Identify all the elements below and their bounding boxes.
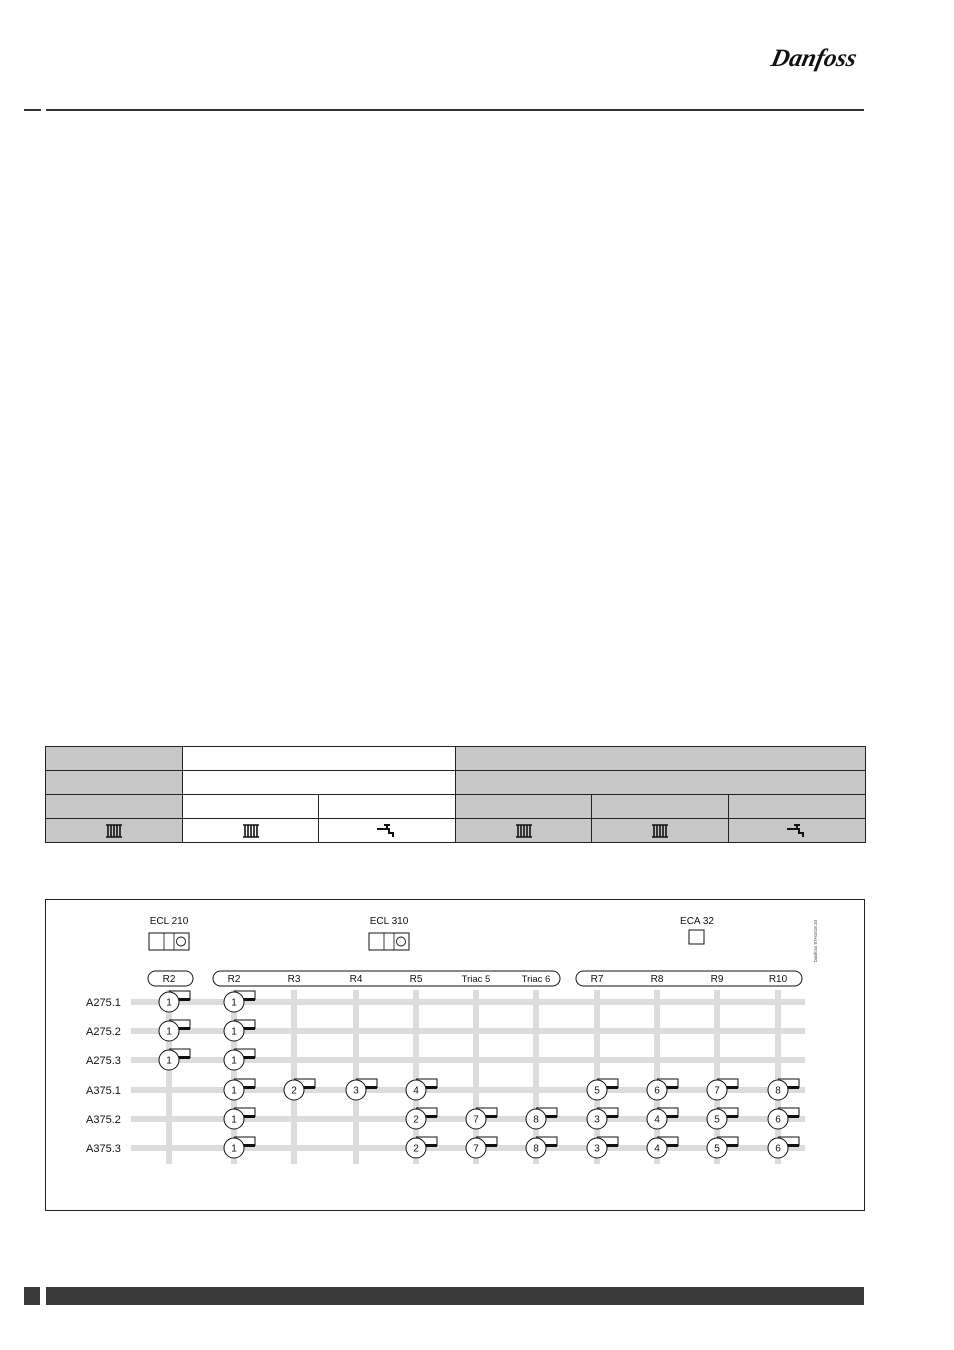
table-cell <box>456 747 866 771</box>
table-cell <box>183 819 319 843</box>
column-label: R5 <box>409 974 423 985</box>
relay-diagram <box>45 899 865 1211</box>
key-number: 1 <box>166 1026 172 1038</box>
key-number: 2 <box>413 1143 419 1155</box>
relay-diagram-svg <box>46 900 864 1210</box>
column-label: R9 <box>710 974 724 985</box>
table-row <box>46 795 866 819</box>
key-number: 8 <box>533 1143 539 1155</box>
key-number: 4 <box>413 1085 419 1097</box>
column-label: R2 <box>227 974 241 985</box>
table-cell <box>46 819 183 843</box>
key-number: 7 <box>714 1085 720 1097</box>
footer-page-block <box>24 1287 40 1305</box>
table-row-icons <box>46 819 866 843</box>
key-number: 8 <box>775 1085 781 1097</box>
table-cell <box>183 795 319 819</box>
eca32-icon <box>689 930 704 944</box>
row-label: A375.1 <box>86 1085 121 1097</box>
key-number: 1 <box>166 997 172 1009</box>
table-cell <box>729 819 866 843</box>
key-number: 1 <box>231 1026 237 1038</box>
ecl210-icon <box>149 933 189 950</box>
table-row <box>46 771 866 795</box>
table-cell <box>46 795 183 819</box>
table-cell <box>183 747 456 771</box>
column-label: R10 <box>768 974 788 985</box>
key-number: 7 <box>473 1114 479 1126</box>
key-number: 5 <box>594 1085 600 1097</box>
column-label: R4 <box>349 974 363 985</box>
key-number: 2 <box>291 1085 297 1097</box>
radiator-icon <box>651 824 669 838</box>
controller-label-ecl310: ECL 310 <box>369 916 409 927</box>
header-rule-short <box>24 109 41 111</box>
table-cell <box>592 795 729 819</box>
key-number: 6 <box>775 1114 781 1126</box>
header-rule <box>46 109 864 111</box>
key-number: 5 <box>714 1143 720 1155</box>
logo-wordmark: Danfoss <box>768 44 860 72</box>
column-label: R2 <box>162 974 176 985</box>
side-note: Danfoss 87H1618.10 <box>813 920 818 963</box>
tap-icon <box>375 824 399 838</box>
table-cell <box>592 819 729 843</box>
column-bar <box>291 990 297 1164</box>
controller-label-ecl210: ECL 210 <box>149 916 189 927</box>
table-cell <box>729 795 866 819</box>
radiator-icon <box>105 824 123 838</box>
table-cell <box>319 795 456 819</box>
table-cell <box>46 771 183 795</box>
ecl310-icon <box>369 933 409 950</box>
column-bar <box>353 990 359 1164</box>
key-number: 2 <box>413 1114 419 1126</box>
column-label: Triac 6 <box>521 974 551 985</box>
table-cell <box>456 795 592 819</box>
application-table <box>45 746 866 843</box>
key-number: 1 <box>166 1055 172 1067</box>
controller-label-eca32: ECA 32 <box>680 916 714 927</box>
row-label: A275.1 <box>86 997 121 1009</box>
key-number: 3 <box>353 1085 359 1097</box>
key-number: 6 <box>654 1085 660 1097</box>
key-number: 3 <box>594 1114 600 1126</box>
table-cell <box>183 771 456 795</box>
column-group-bracket <box>213 971 560 986</box>
table-cell <box>456 819 592 843</box>
key-number: 5 <box>714 1114 720 1126</box>
key-number: 4 <box>654 1114 660 1126</box>
radiator-icon <box>515 824 533 838</box>
key-number: 1 <box>231 1114 237 1126</box>
key-number: 1 <box>231 997 237 1009</box>
key-number: 8 <box>533 1114 539 1126</box>
table-cell <box>319 819 456 843</box>
column-bar <box>166 990 172 1164</box>
table-cell <box>456 771 866 795</box>
key-number: 1 <box>231 1143 237 1155</box>
key-number: 4 <box>654 1143 660 1155</box>
row-label: A375.3 <box>86 1143 121 1155</box>
key-number: 1 <box>231 1085 237 1097</box>
key-number: 1 <box>231 1055 237 1067</box>
column-label: Triac 5 <box>461 974 491 985</box>
key-number: 3 <box>594 1143 600 1155</box>
key-number: 6 <box>775 1143 781 1155</box>
column-label: R3 <box>287 974 301 985</box>
table-row <box>46 747 866 771</box>
tap-icon <box>785 824 809 838</box>
column-label: R8 <box>650 974 664 985</box>
danfoss-logo <box>768 38 868 78</box>
table-cell <box>46 747 183 771</box>
column-label: R7 <box>590 974 604 985</box>
radiator-icon <box>242 824 260 838</box>
row-label: A375.2 <box>86 1114 121 1126</box>
row-label: A275.2 <box>86 1026 121 1038</box>
row-label: A275.3 <box>86 1055 121 1067</box>
key-number: 7 <box>473 1143 479 1155</box>
footer-bar <box>46 1287 864 1305</box>
